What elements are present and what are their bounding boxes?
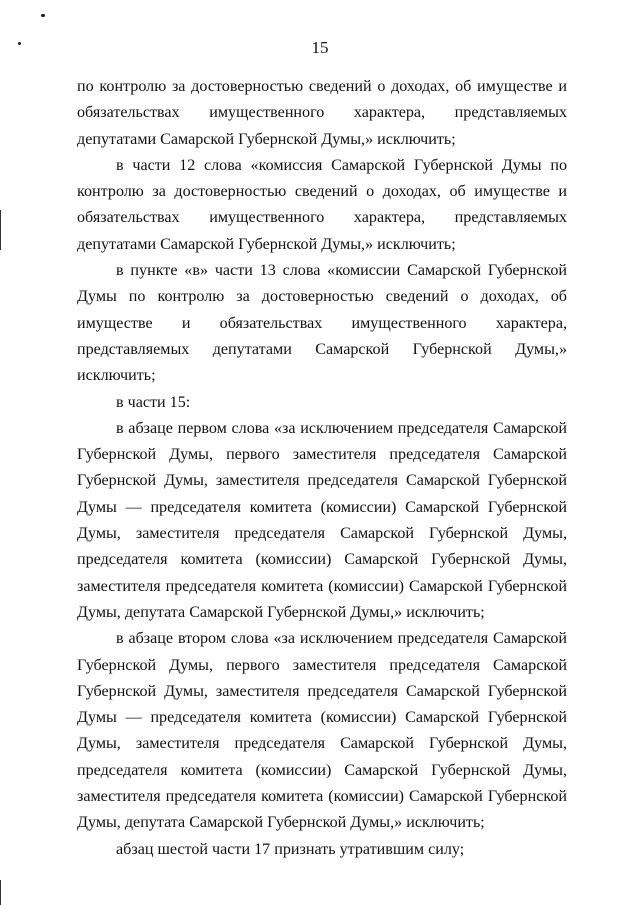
paragraph: в части 15: xyxy=(116,393,191,411)
scan-dot xyxy=(41,14,45,17)
scan-edge-line xyxy=(0,880,1,905)
paragraph: в абзаце втором слова «за исключением председателя Самарской Губернской Думы, первого заместителя председателя Самарской Губернской Думы, заместителя председателя Самарской Губернской Думы — председателя комитета (комиссии) Самарской Губернской Думы, заместителя председателя Самарской Губернской Думы, председателя комитета (комиссии) Самарской Губернской Думы, заместителя председателя комитета (комиссии) Самарской Губернской Думы, депутата Самарской Губернской Думы,» исключить; xyxy=(77,630,567,832)
paragraph: в части 12 слова «комиссия Самарской Губернской Думы по контролю за достоверностью сведений о доходах, об имуществе и обязательствах имущественного характера, представляемых депутатами Самарской Губернской Думы,» исключить; xyxy=(77,156,567,253)
paragraph: абзац шестой части 17 признать утратившим силу; xyxy=(116,840,465,858)
scan-edge-line xyxy=(0,210,1,250)
paragraph: по контролю за достоверностью сведений о доходах, об имуществе и обязательствах имущественного характера, представляемых депутатами Самарской Губернской Думы,» исключить; xyxy=(77,78,567,148)
paragraph: в абзаце первом слова «за исключением председателя Самарской Губернской Думы, первого заместителя председателя Самарской Губернской Думы, заместителя председателя Самарской Губернской Думы — председателя комитета (комиссии) Самарской Губернской Думы, заместителя председателя Самарской Губернской Думы, председателя комитета (комиссии) Самарской Губернской Думы, заместителя председателя комитета (комиссии) Самарской Губернской Думы, депутата Самарской Губернской Думы,» исключить; xyxy=(77,419,567,621)
paragraph: в пункте «в» части 13 слова «комиссии Самарской Губернской Думы по контролю за достоверностью сведений о доходах, об имуществе и обязательствах имущественного характера, представляемых депутатами Самарской Губернской Думы,» исключить; xyxy=(77,262,567,385)
page-number: 15 xyxy=(311,38,329,57)
document-body xyxy=(77,74,567,863)
